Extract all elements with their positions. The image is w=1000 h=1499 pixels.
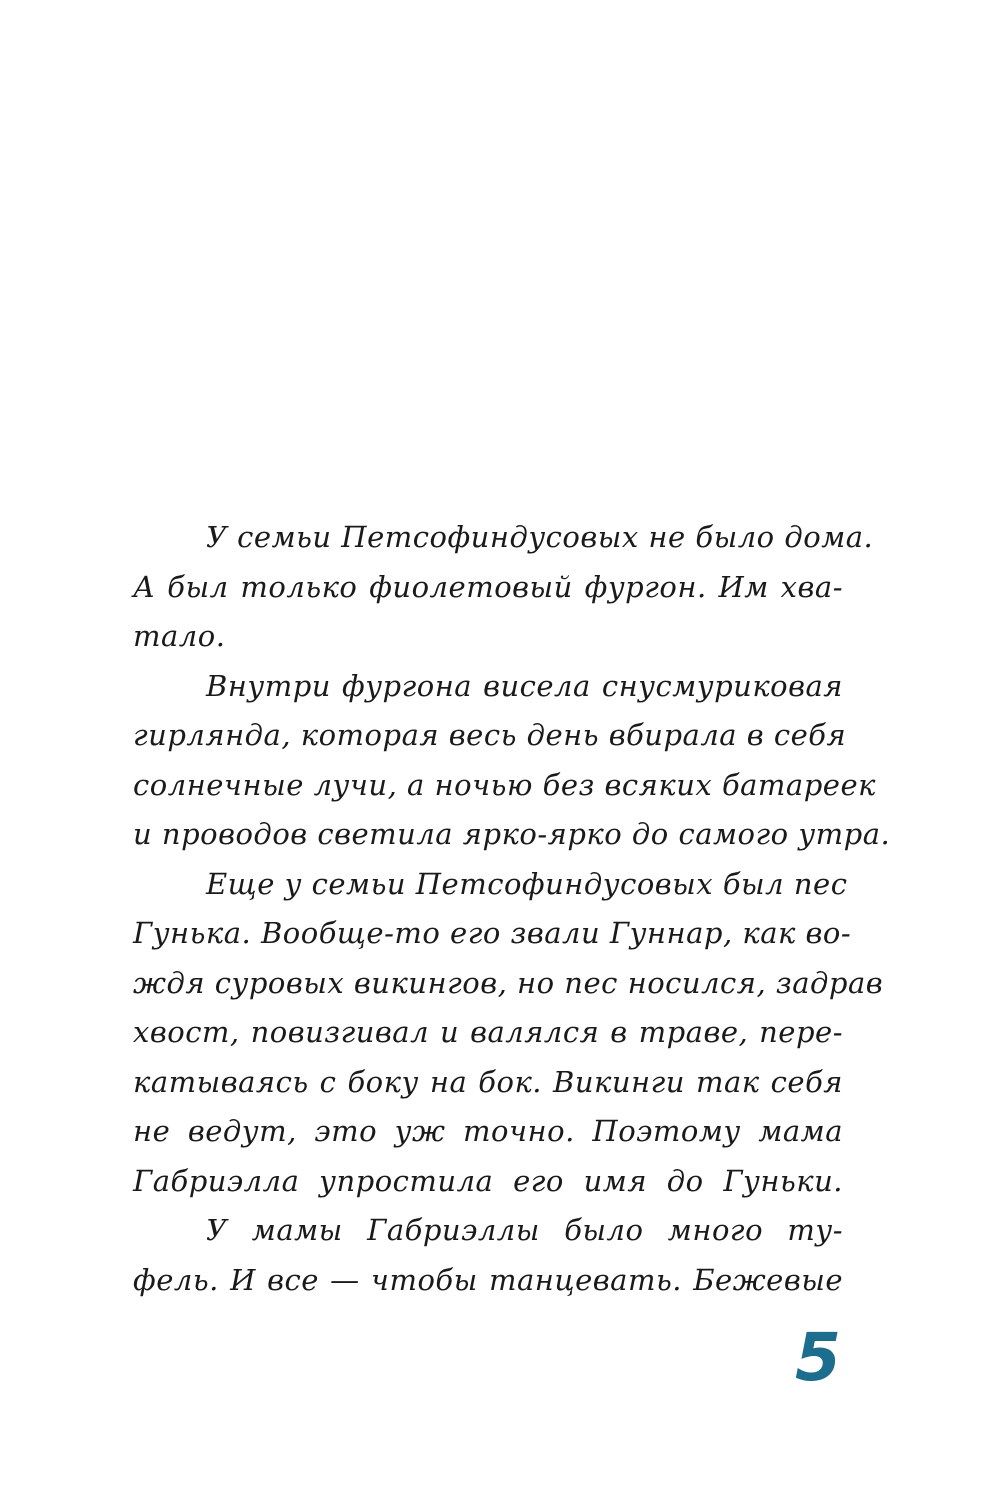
page-number: 5 (795, 1319, 841, 1396)
text-line: ждя суровых викингов, но пес носился, задрав (133, 965, 884, 1000)
text-line: Габриэлла упростила его имя до Гуньки. (133, 1163, 843, 1198)
text-line: Еще у семьи Петсофиндусовых был пес (206, 866, 848, 901)
text-line: не ведут, это уж точно. Поэтому мама (133, 1114, 843, 1148)
text-line: тало. (133, 619, 226, 653)
text-line: фель. И все — чтобы танцевать. Бежевые (133, 1262, 843, 1297)
text-line: У мамы Габриэллы было много ту- (206, 1213, 843, 1247)
text-line: хвост, повизгивал и валялся в траве, пере- (133, 1015, 843, 1049)
text-line: У семьи Петсофиндусовых не было дома. (206, 520, 874, 554)
text-line: гирлянда, которая весь день вбирала в себя (133, 718, 847, 752)
text-line: Внутри фургона висела снусмуриковая (206, 668, 843, 703)
text-line: солнечные лучи, а ночью без всяких батареек (133, 767, 876, 802)
body-text (133, 513, 891, 1305)
text-line: А был только фиолетовый фургон. Им хва- (133, 569, 843, 604)
text-line: и проводов светила ярко-ярко до самого утра. (133, 817, 891, 851)
text-line: катываясь с боку на бок. Викинги так себя (133, 1064, 843, 1099)
text-line: Гунька. Вообще-то его звали Гуннар, как во- (133, 916, 852, 950)
